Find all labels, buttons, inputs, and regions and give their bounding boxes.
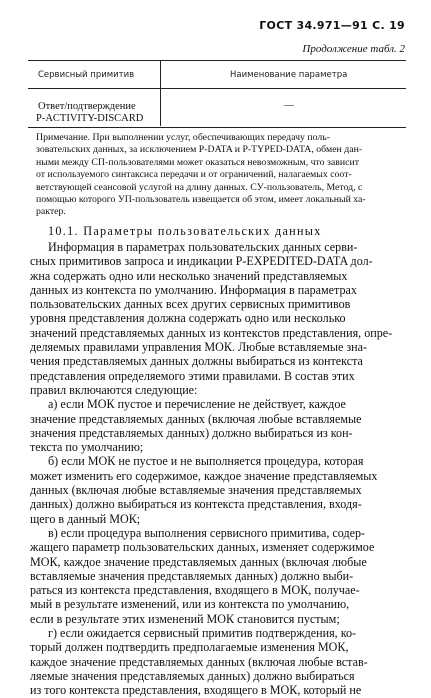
body-line: пользовательских данных всех других сервисных примитивов (30, 297, 351, 312)
body-line: б) если МОК не пустое и не выполняется процедура, которая (48, 454, 364, 469)
body-text (30, 240, 406, 698)
table-note (36, 132, 408, 219)
body-line: щего в данный МОК; (30, 511, 141, 526)
note-line: помощью которого УП-пользователь извещается об этом, имеет локальный ха- (36, 194, 366, 206)
table-top-rule (28, 60, 406, 61)
body-line: значение представляемых данных (включая любые вставляемые (30, 411, 362, 426)
section-title: 10.1. Параметры пользовательских данных (48, 224, 322, 238)
body-line: ляемые значения представляемых данных) должно выбираться (30, 668, 355, 683)
note-line: ными между СП-пользователями может оказаться невозможным, что зависит (36, 156, 359, 168)
body-line: раться из контекста представления, входящего в МОК, получае- (30, 583, 360, 598)
body-line: уровня представления должна содержать одно или несколько (30, 311, 346, 326)
table-header-parameter-name: Наименование параметра (230, 70, 348, 80)
body-line: МОК, каждое значение представляемых данных (включая любые (30, 554, 367, 569)
body-line: чения представляемых данных должны выбираться из контекста (30, 354, 363, 369)
table-continuation-label: Продолжение табл. 2 (302, 43, 405, 55)
note-line: рактер. (36, 206, 66, 218)
table-cell-primitive-line1: Ответ/подтверждение (38, 101, 136, 112)
body-line: каждое значение представляемых данных (включая любые встав- (30, 654, 368, 669)
table-column-divider (160, 60, 161, 126)
body-line: текста по умолчанию; (30, 440, 144, 455)
note-line: ветствующей сеансовой услугой на длину данных. СУ-пользователь, Метод, с (36, 181, 363, 193)
note-line: от используемого синтаксиса передачи и от ограничений, налагаемых соот- (36, 169, 352, 181)
body-line: данных из контекста по умолчанию. Информация в параметрах (30, 282, 357, 297)
body-line: а) если МОК пустое и перечисление не действует, каждое (48, 397, 346, 412)
body-line: правил включаются следующие: (30, 382, 198, 397)
table-header-service-primitive: Сервисный примитив (38, 70, 135, 80)
body-line: в) если процедура выполнения сервисного примитива, содер- (48, 525, 366, 540)
body-line: может изменить его содержимое, каждое значение представляемых (30, 468, 378, 483)
page-header: ГОСТ 34.971—91 С. 19 (259, 19, 405, 32)
body-line: значений представляемых данных из контекстов представления, опре- (30, 325, 393, 340)
table-cell-parameter-dash: — (284, 100, 294, 111)
body-line: представления определяемого этими правилами. В состав этих (30, 368, 355, 383)
body-line: торый должен подтвердить предполагаемые изменения МОК, (30, 640, 349, 655)
body-line: Информация в параметрах пользовательских данных серви- (48, 240, 358, 254)
body-line: вставляемые значения представляемых данных) должно выби- (30, 568, 354, 583)
body-line: данных) должно выбираться из контекста представления, входя- (30, 497, 362, 512)
note-line: Примечание. При выполнении услуг, обеспечивающих передачу поль- (36, 132, 330, 143)
body-line: значения представляемых данных) должно выбираться из кон- (30, 425, 353, 440)
note-line: зовательских данных, за исключением P-DATA и P-TYPED-DATA, обмен дан- (36, 144, 363, 156)
body-line: если в результате этих изменений МОК становится пустым; (30, 611, 340, 626)
table-header-rule (28, 88, 406, 89)
body-line: жна содержать одно или несколько значений представляемых (30, 268, 348, 283)
body-line: мый в результате изменений, или из контекста по умолчанию, (30, 597, 350, 612)
table-bottom-rule (28, 127, 406, 128)
body-line: г) если ожидается сервисный примитив подтверждения, ко- (48, 626, 357, 641)
body-line: жащего параметр пользовательских данных, изменяет содержимое (30, 540, 375, 555)
body-line: данных (включая любые вставляемые значения представляемых (30, 483, 362, 498)
table-cell-primitive-line2: P-ACTIVITY-DISCARD (36, 113, 144, 124)
body-line: сных примитивов запроса и индикации P-EXPEDITED-DATA дол- (30, 254, 373, 269)
body-line: деляемых правилами управления МОК. Любые вставляемые зна- (30, 340, 368, 355)
body-line: из того контекста представления, входящего в МОК, который не (30, 683, 362, 698)
